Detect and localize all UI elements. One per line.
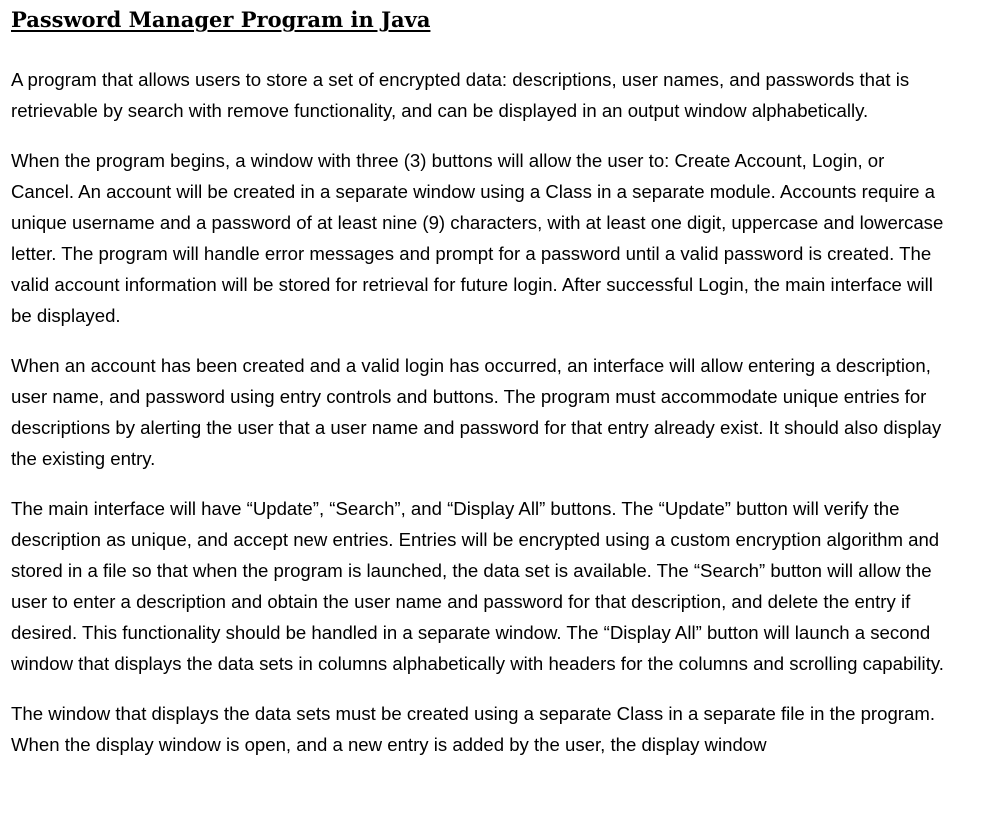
paragraph-display-window: The window that displays the data sets must be created using a separate Class in a separate file in the program. When the display window is open, and a new entry is added by the user, the display window: [11, 703, 935, 755]
paragraph-entry-interface: When an account has been created and a valid login has occurred, an interface will allow entering a description, user name, and password using entry controls and buttons. The program must accommodate unique entries for descriptions by alerting the user that a user name and password for that entry already exist. It should also display the existing entry.: [11, 355, 942, 469]
paragraph-overview: A program that allows users to store a set of encrypted data: descriptions, user names, and passwords that is retrievable by search with remove functionality, and can be displayed in an output window alphabetically.: [11, 69, 910, 121]
document-title: Password Manager Program in Java: [11, 7, 431, 32]
paragraph-account-creation: When the program begins, a window with three (3) buttons will allow the user to: Create Account, Login, or Cancel. An account will be created in a separate window using a Class in a separate module. Accounts require a unique username and a password of at least nine (9) characters, with at least one digit, uppercase and lowercase letter. The program will handle error messages and prompt for a password until a valid password is created. The valid account information will be stored for retrieval for future login. After successful Login, the main interface will be displayed.: [11, 150, 944, 326]
paragraph-main-interface-buttons: The main interface will have “Update”, “Search”, and “Display All” buttons. The “Update” button will verify the description as unique, and accept new entries. Entries will be encrypted using a custom encryption algorithm and stored in a file so that when the program is launched, the data set is available. The “Search” button will allow the user to enter a description and obtain the user name and password for that description, and delete the entry if desired. This functionality should be handled in a separate window. The “Display All” button will launch a second window that displays the data sets in columns alphabetically with headers for the columns and scrolling capability.: [11, 498, 944, 674]
document-body: [11, 0, 951, 760]
